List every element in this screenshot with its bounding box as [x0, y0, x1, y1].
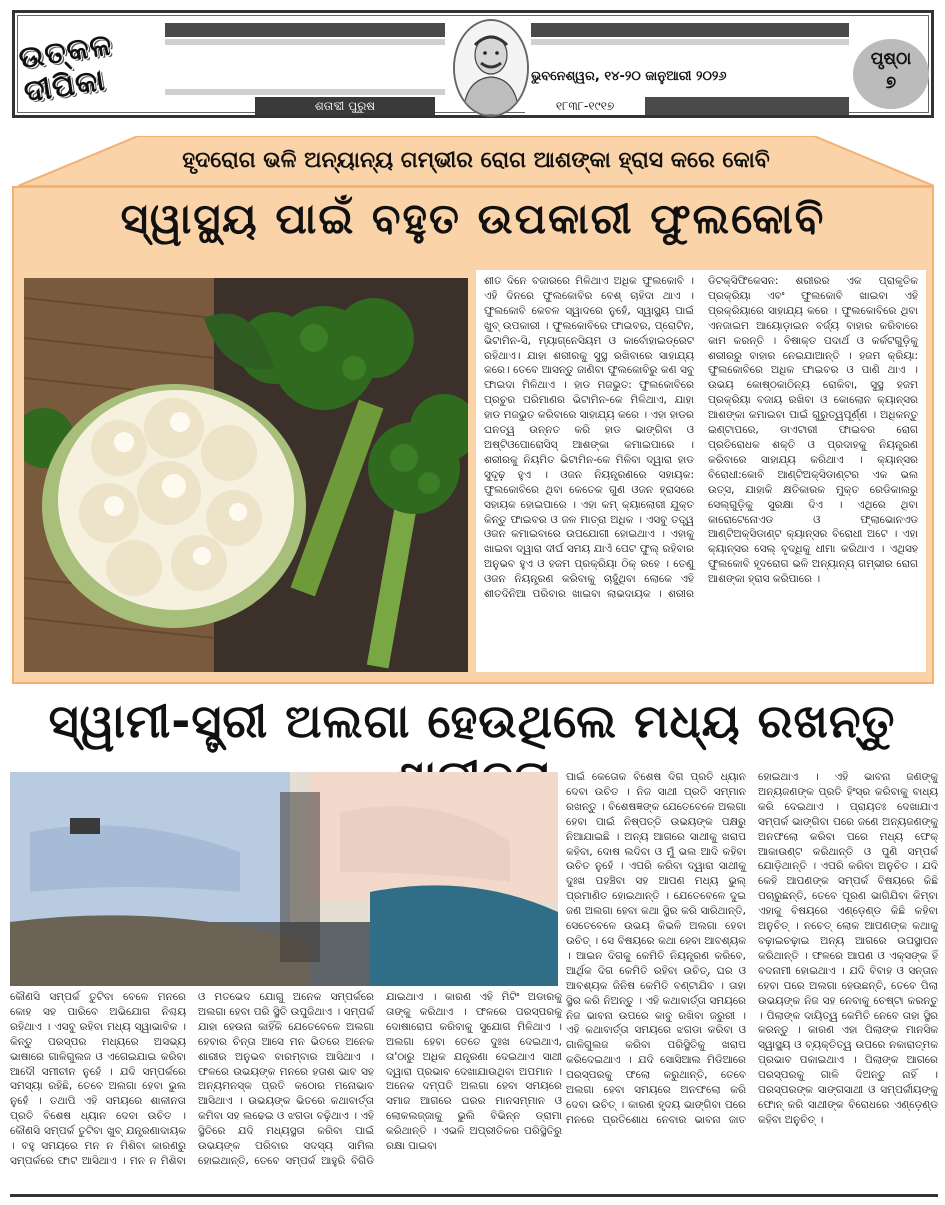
masthead-band-top-right-light — [531, 39, 849, 45]
page-number-badge — [853, 39, 929, 109]
article1-headline[interactable]: ସ୍ୱାସ୍ଥ୍ୟ ପାଇଁ ବହୁତ ଉପକାରୀ ଫୁଲକୋବି — [120, 194, 826, 243]
masthead-band-top-left — [165, 23, 445, 37]
separated-couple-image — [10, 772, 558, 986]
page-label: ପୃଷ୍ଠା — [870, 49, 912, 69]
founder-portrait — [453, 19, 529, 117]
page-bottom-rule — [10, 1194, 938, 1197]
portrait-caption: ଶତାବ୍ଦୀ ପୁରୁଷ — [255, 97, 435, 115]
page-number: ୭ — [885, 73, 897, 93]
newspaper-logo[interactable]: ଉତ୍କଳ ଦୀପିକା — [16, 27, 115, 111]
article1-body: ଶୀତ ଦିନେ ବଜାରରେ ମିଳିଥାଏ ଅଧିକ ଫୁଲକୋବି । ଏହି ଦିନରେ ଫୁଲକୋବିର ବେଶ୍ ଚାହିଦା ଥାଏ । ଫୁଲକୋବି କେବଳ ସ୍ୱାଦରେ ନୁହେଁ, ସ୍ୱାସ୍ଥ୍ୟ ପାଇଁ ଖୁବ୍ ଉପକାରୀ । ଫୁଲକୋବିରେ ଫାଇବର, ପ୍ରୋଟିନ, ଭିଟାମିନ-ସି, ମ୍ୟାଗ୍ନେସିୟମ ଓ କାର୍ବୋହାଇଡ୍ରେଟ ରହିଥାଏ। ଯାହା ଶରୀରକୁ ସୁସ୍ଥ ରଖିବାରେ ସାହାଯ୍ୟ କରେ। ତେବେ ଆସନ୍ତୁ ଜାଣିବା ଫୁଲକୋବିରୁ କଣ ସବୁ ଫାଇଦା ମିଳିଥାଏ । ହାଡ ମଜଭୁତ: ଫୁଲକୋବିରେ ପ୍ରଚୁର ପରିମାଣର ଭିଟାମିନ-କେ ମିଳିଥାଏ, ଯାହା ହାଡ ମଜଭୁତ କରିବାରେ ସାହାଯ୍ୟ କରେ । ଏହା ହାଡର ଘନତ୍ୱ ଉନ୍ନତ କରି ହାଡ ଭାଙ୍ଗିବା ଓ ଅଷ୍ଟିଓପୋରୋସିସ୍ ଆଶଙ୍କା କମାଇପାରେ । ଶରୀରକୁ ନିୟମିତ ଭିଟାମିନ-କେ ମିଳିବା ଦ୍ୱାରା ହାଡ ସୁଦୃଢ଼ ହୁଏ । ଓଜନ ନିୟନ୍ତ୍ରଣରେ ସହାୟକ: ଫୁଲକୋବିରେ ଥିବା କେତେକ ଗୁଣ ଓଜନ ହ୍ରାସରେ ସହାୟକ ହୋଇପାରେ । ଏହା କମ୍ କ୍ୟାଲୋରୀ ଯୁକ୍ତ କିନ୍ତୁ ଫାଇବର ଓ ଜଳ ମାତ୍ରା ଅଧିକ । ଏସବୁ ତତ୍ତ୍ୱ ଓଜନ କମାଇବାରେ ଉପଯୋଗୀ ହୋଇଥାଏ । ଏହାକୁ ଖାଇବା ଦ୍ୱାରା ଦୀର୍ଘ ସମୟ ଯାଏଁ ପେଟ ଫୁଲ୍ ରହିବାର ଅନୁଭବ ହୁଏ ଓ ହଜମ ପ୍ରକ୍ରିୟା ଠିକ୍ ରହେ । ତେଣୁ ଓଜନ ନିୟନ୍ତ୍ରଣ କରିବାକୁ ଚାହୁଁଥିବା ଲୋକେ ଏହି ଶୀତଦିନିଆ ପରିବାର ଖାଇବା ଲାଭଦାୟକ । ଶରୀର ଡିଟକ୍ସିଫିକେସନ: ଶରୀରର ଏକ ପ୍ରାକୃତିକ ପ୍ରକ୍ରିୟା ଏବଂ ଫୁଲକୋବି ଖାଇବା ଏହି ପ୍ରକ୍ରିୟାରେ ସାହାଯ୍ୟ କରେ । ଫୁଲକୋବିରେ ଥିବା ଏନଜାଇମ ଆୟୋଡ଼ାଇନ ବର୍ଜ୍ୟ ବାହାର କରିବାରେ କାମ କରନ୍ତି । ବିଷାକ୍ତ ପଦାର୍ଥ ଓ କର୍କଟଗୁଡ଼ିକୁ ଶରୀରରୁ ବାହାର ନେଇଯାଆନ୍ତି । ହଜମ କ୍ରିୟା: ଫୁଲକୋବିରେ ଅଧିକ ଫାଇବର ଓ ପାଣି ଥାଏ । ଉଭୟ କୋଷ୍ଠକାଠିନ୍ୟ ରୋକିବା, ସୁସ୍ଥ ହଜମ ପ୍ରକ୍ରିୟା ବଜାୟ ରଖିବା ଓ କୋଲୋନ କ୍ୟାନ୍ସର ଆଶଙ୍କା କମାଇବା ପାଇଁ ଗୁରୁତ୍ୱପୂର୍ଣ୍ଣ । ଅଧିକନ୍ତୁ ଇଣ୍ଟାପରେ, ଡାଏଟାରୀ ଫାଇବର ରୋଗ ପ୍ରତିରୋଧକ ଶକ୍ତି ଓ ପ୍ରଦାହକୁ ନିୟନ୍ତ୍ରଣ କରିବାରେ ସାହାଯ୍ୟ କରିଥାଏ । କ୍ୟାନ୍ସର ବିରୋଧୀ:କୋବି ଆଣ୍ଟିଅକ୍ସିଡାଣ୍ଟର ଏକ ଭଲ ଉତ୍ସ, ଯାହାକି କ୍ଷତିକାରକ ମୁକ୍ତ ରେଡିକାଲରୁ ସେଲ୍‌ଗୁଡ଼ିକୁ ସୁରକ୍ଷା ଦିଏ । ଏଥିରେ ଥିବା କାରୋଟେନୋଏଡ ଓ ଫ୍ଲାଭୋନଏଡ ଆଣ୍ଟିଅକ୍ସିଡାଣ୍ଟ କ୍ୟାନ୍ସର ବିରୋଧୀ ଅଟେ । ଏହା କ୍ୟାନ୍ସର ସେଲ୍ ବୃଦ୍ଧିକୁ ଧୀମା କରିଥାଏ । ଏଥିସହ ଫୁଲକୋବି ହୃଦରୋଗ ଭଳି ଅନ୍ୟାନ୍ୟ ଗମ୍ଭୀର ରୋଗ ଆଶଙ୍କା ହ୍ରାସ କରିପାରେ । — [476, 270, 926, 672]
article2-body-right: ପାଇଁ କେତୋକ ବିଶେଷ ଦିଗ ପ୍ରତି ଧ୍ୟାନ ଦେବା ଉଚିତ । ନିଜ ସାଥୀ ପ୍ରତି ସମ୍ମାନ ରଖନ୍ତୁ । ବିଶେଷଜ୍ଞଙ୍କ ଯେତେବେଳେ ଅଲଗା ହେବା ପାଇଁ ନିଷ୍ପତ୍ତି ଉଭୟଙ୍କ ପକ୍ଷରୁ ନିଆଯାଇଛି । ଅନ୍ୟ ଆଗରେ ସାଥୀକୁ ଖରାପ କହିବା, ଦୋଷ ଲଦିବା ଓ ମୁଁ ଭଲ ଆଦି କହିବା ଉଚିତ ନୁହେଁ । ଏପରି କରିବା ଦ୍ୱାରା ସାଥୀକୁ ଦୁଃଖ ପହଞ୍ଚିବା ସହ ଆପଣ ମଧ୍ୟ ଭୁଲ୍ ପ୍ରମାଣିତ ହୋଇଥାନ୍ତି । ଯେତେବେଳେ ଦୁଇ ଜଣ ଅଲଗା ହେବା କଥା ସ୍ଥିର କରି ସାରିଥାନ୍ତି, ସେତେବେଳେ ଉଭୟ କିଭଳି ଅଲଗା ହେବା ଉଚିତ୍ । ସେ ବିଷୟରେ କଥା ହେବା ଆବଶ୍ୟକ । ଆଇନ ଦିଗକୁ କେମିତି ନିୟନ୍ତ୍ରଣ କରିବେ, ଆର୍ଥିକ ଦିଗ କେମିତି ରହିବା ଉଚିତ୍, ଘର ଓ ଆବଶ୍ୟକ ଜିନିଷ କେମିତି ବଣ୍ଟାଯିବ । ତାହା ସ୍ଥିର କରି ନିଅନ୍ତୁ । ଏହି କଥାବାର୍ତ୍ତା ସମୟରେ ନିଜ ଭାବନା ଉପରେ କାବୁ ରଖିବା ଜରୁରୀ । ଏହି କଥାବାର୍ତ୍ତା ସମୟରେ ଝଗଡା କରିବା ଓ ଗାଳିଗୁଲଜ କରିବା ପରିସ୍ଥିତିକୁ ଖରାପ କରିଦେଇଥାଏ । ଯଦି ସୋସିଆଲ ମିଡିଆରେ ପରସ୍ପରକୁ ଫଲୋ କରୁଥାନ୍ତି, ତେବେ ଅଲଗା ହେବା ସମୟରେ ଅନଫଲୋ କରି ଦେବା ଉଚିତ୍ । କାରଣ ହୃଦୟ ଭାଙ୍ଗିବା ପରେ ମନରେ ପ୍ରତିଶୋଧ ନେବାର ଭାବନା ଜାତ ହୋଇଥାଏ । ଏହି ଭାବନା ଜଣଙ୍କୁ ଅନ୍ୟଜଣଙ୍କ ପ୍ରତି ହିଂସ୍ର କରିବାକୁ ବାଧ୍ୟ କରି ଦେଇଥାଏ । ପ୍ରାୟତଃ ଦେଖାଯାଏ ସମ୍ପର୍କ ଭାଙ୍ଗିବା ପରେ ଜଣେ ଅନ୍ୟଜଣଙ୍କୁ ଅନଫଲୋ କରିବା ପରେ ମଧ୍ୟ ଫେକ୍ ଆକାଉଣ୍ଟ କରିଥାନ୍ତି ଓ ପୁଣି ସମ୍ପର୍କ ଯୋଡ଼ିଥାନ୍ତି । ଏପରି କରିବା ଅନୁଚିତ । ଯଦି କେହି ଆପଣଙ୍କ ସମ୍ପର୍କ ବିଷୟରେ କିଛି ପଚାରୁଛନ୍ତି, ତେବେ ପୂରଣ ଭାଗିଯିବା କିମ୍ବା ଏହାକୁ ବିଷୟରେ ଏଣ୍ଡ଼େଣ୍ଡ କିଛି କହିବା ଅନୁଚିତ୍ । ନଚେତ୍ ଲୋକ ଆପଣଙ୍କ କଥାକୁ ବଢ଼ାଇଚଢ଼ାଇ ଅନ୍ୟ ଆଗରେ ଉପସ୍ଥାପନ କରିଥାନ୍ତି । ଫଳରେ ଆପଣ ଓ ଏକ୍ସଙ୍କ ହିଁ ବଦନାମୀ ହୋଇଥାଏ । ଯଦି ବିବାହ ଓ ସନ୍ତାନ ହେବା ପରେ ଅଲଗା ହେଉଛନ୍ତି, ତେବେ ପିଲା ଉଭୟଙ୍କ ନିଜ ସହ ନେବାକୁ ଚେଷ୍ଟା କରନ୍ତୁ । ପିଲାଙ୍କ ଦାୟିତ୍ୱ କେମିତି ନେବେ ତାହା ସ୍ଥିର କରନ୍ତୁ । କାରଣ ଏହା ପିଲାଙ୍କ ମାନସିକ ସ୍ୱାସ୍ଥ୍ୟ ଓ ବ୍ୟକ୍ତିତ୍ୱ ଉପରେ ନକାରାତ୍ମକ ପ୍ରଭାବ ପକାଇଥାଏ । ପିଲାଙ୍କ ଆଗରେ ପରସ୍ପରକୁ ଗାଳି ଦିଅନ୍ତୁ ନାହିଁ । ପରସ୍ପରଙ୍କ ସାଙ୍ଗସାଥୀ ଓ ସମ୍ପର୍କୀୟଙ୍କୁ ଫୋନ୍ କରି ସାଥୀଙ୍କ ବିରୋଧରେ ଏଣ୍ଡ଼େଣ୍ଡ କହିବା ଅନୁଚିତ୍ । — [566, 771, 938, 1126]
founder-portrait-icon — [455, 21, 527, 115]
cauliflower-broccoli-image — [24, 278, 468, 672]
masthead — [12, 10, 934, 118]
couple-photo — [10, 772, 558, 986]
article1-kicker: ହୃଦରୋଗ ଭଳି ଅନ୍ୟାନ୍ୟ ଗମ୍ଭୀର ରୋଗ ଆଶଙ୍କା ହ୍ରାସ କରେ କୋବି — [182, 148, 770, 173]
masthead-band-top-right — [531, 23, 849, 37]
article1-box — [12, 186, 934, 684]
masthead-band-bottom-right — [645, 97, 849, 115]
cauliflower-photo — [24, 278, 468, 672]
article2-headline[interactable]: ସ୍ୱାମୀ-ସ୍ତ୍ରୀ ଅଲଗା ହେଉଥିଲେ ମଧ୍ୟ ରଖନ୍ତୁ — [48, 694, 896, 748]
portrait-years: ୧୮୩୮-୧୯୧୭ — [525, 97, 645, 115]
masthead-band-top-left-light — [165, 39, 445, 45]
article1-kicker-banner — [18, 136, 934, 186]
article2-body-bottom: କୌଣସି ସମ୍ପର୍କ ତୁଟିବା ବେଳେ ମନରେ କୋହ ସହ ପାରିବେ ଅଭିଯୋଗ ନିଶ୍ଚୟ ରହିଥାଏ । ଏସବୁ ରହିବା ମଧ୍ୟ ସ୍ୱାଭାବିକ । କିନ୍ତୁ ପରସ୍ପର ମଧ୍ୟରେ ଅସଭ୍ୟ ଭାଷାରେ ଗାଳିଗୁଲଜ ଓ ଏଗେଇଯାଇ କରିବା ଆଦୌ ସମୀଚୀନ ନୁହେଁ । ଯଦି ସମ୍ପର୍କରେ ସମସ୍ୟା ରହିଛି, ତେବେ ଅଲଗା ହେବା ଭୁଲ ନୁହେଁ । ତଥାପି ଏହି ସମୟରେ ଶାଳୀନତା ପ୍ରତି ବିଶେଷ ଧ୍ୟାନ ଦେବା ଉଚିତ । କୌଣସି ସମ୍ପର୍କ ତୁଟିବା ଖୁବ୍ ଯନ୍ତ୍ରଣାଦାୟକ । ବହୁ ସମୟରେ ମନ ନ ମିଶିବା କାରଣରୁ ସମ୍ପର୍କରେ ଫାଟ ଆସିଥାଏ । ମନ ନ ମିଶିବା ଓ ମତଭେଦ ଯୋଗୁ ଅନେକ ସମ୍ପର୍କରେ ଅଲଗା ହେବା ପରି ସ୍ଥିତି ଉପୁଜିଥାଏ । ସମ୍ପର୍କ ଯାହା ହେଉନା କାହିଁକି ଯେତେବେଳେ ଅଲଗା ହେବାର ଚିନ୍ତା ଆସେ ମନ ଭିତରେ ଅନେକ ଶାରୀର ଅନୁଭବ ବାରମ୍ବାର ଆସିଥାଏ । ଫଳରେ ଉଭୟଙ୍କ ମନରେ ହତାଶ ଭାବ ସହ ଅନ୍ୟମନସ୍କ ପ୍ରତି କଠୋର ମନୋଭାବ ଆସିଥାଏ । ଉଭୟଙ୍କ ଭିତରେ କଥାବାର୍ତ୍ତା କମିବା ସହ ଲଢେଇ ଓ ଝଗଡା ବଢ଼ିଥାଏ । ଏହି ସ୍ଥିତିରେ ଯଦି ମଧ୍ୟସ୍ଥତା କରିବା ପାଇଁ ଉଭୟଙ୍କ ପରିବାର ସଦସ୍ୟ ସାମିଲ ହୋଇଥାନ୍ତି, ତେବେ ସମ୍ପର୍କ ଆହୁରି ବିଗିଡି ଯାଇଥାଏ । କାରଣ ଏହି ମିଟିଂ ଅଡାରକୁ ତାଙ୍କୁ କରିଥାଏ । ଫଳରେ ପରସ୍ପରକୁ ଦୋଷାରୋପ କରିବାକୁ ସୁଯୋଗ ମିଳିଥାଏ । ଅଲଗା ହେବା ତେତେ ଦୁଃଖ ଦେଇଥାଏ, ତା'ଠାରୁ ଅଧିକ ଯନ୍ତ୍ରଣା ଦେଇଥାଏ ସାଥୀ ଦ୍ୱାରା ପ୍ରଭାବ ଦେଖାଯାଉଥିବା ଅପମାନ । ଅନେକ ଦମ୍ପତି ଅଲଗା ହେବା ସମୟରେ ସମାଜ ଆଗରେ ଘରର ମାନସମ୍ମାନ ଓ ଲୋକଲଜ୍ଜାକୁ ଭୁଲି ବିଭିନ୍ନ ଡ୍ରାମା କରିଥାନ୍ତି । ଏଭଳି ଅପ୍ରୀତିକର ପରିସ୍ଥିତିରୁ ରକ୍ଷା ପାଇବା — [10, 991, 562, 1167]
masthead-band-bottom-left-light — [165, 89, 445, 95]
dateline: ଭୁବନେଶ୍ୱର, ୧୪-୨୦ ଜାନୁଆରୀ ୨୦୨୬ — [531, 69, 727, 84]
